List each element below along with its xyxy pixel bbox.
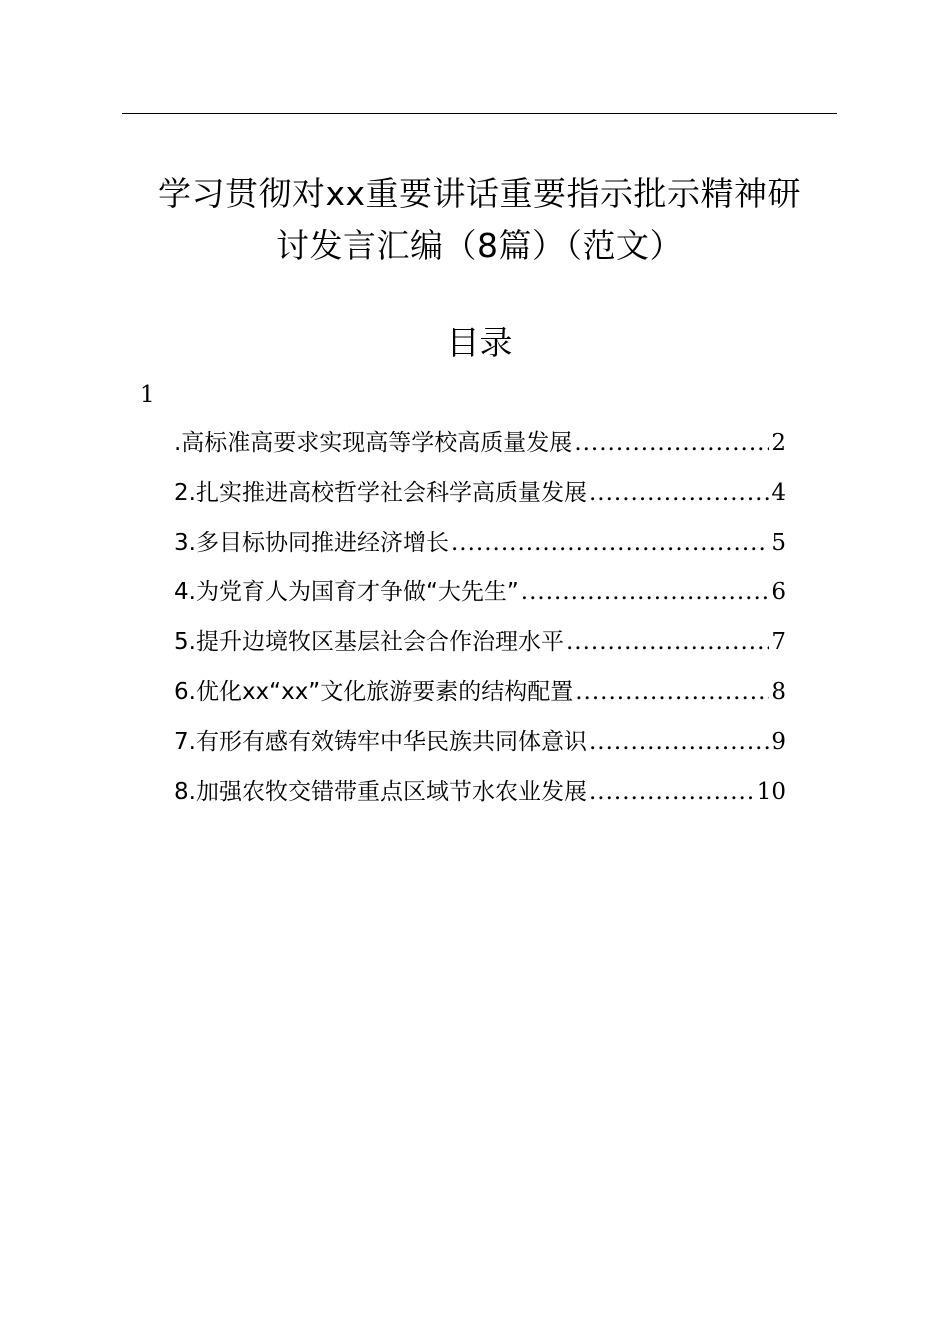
toc-entry-4[interactable] — [174, 572, 786, 622]
toc-entry-page: 6 — [771, 579, 786, 606]
toc-entry-8[interactable] — [174, 772, 786, 822]
toc-dot-leader — [451, 523, 769, 563]
toc-entry-title: 6.优化xx“xx”文化旅游要素的结构配置 — [174, 678, 574, 705]
toc-entry-6[interactable] — [174, 672, 786, 722]
toc-entry-7[interactable] — [174, 722, 786, 772]
document-title — [122, 168, 837, 272]
toc-dot-leader — [521, 572, 770, 612]
stray-number: 1 — [140, 382, 155, 408]
toc-entry-title: 3.多目标协同推进经济增长 — [174, 529, 449, 556]
toc-entry-title: 2.扎实推进高校哲学社会科学高质量发展 — [174, 479, 587, 506]
toc-dot-leader — [589, 473, 769, 513]
toc-entry-page: 8 — [771, 678, 786, 705]
document-title-line-2: 讨发言汇编（8篇）（范文） — [276, 226, 683, 265]
toc-entry-page: 9 — [771, 728, 786, 755]
toc-dot-leader — [589, 772, 755, 812]
toc-entry-page: 5 — [771, 529, 786, 556]
toc-entry-3[interactable] — [174, 523, 786, 573]
toc-dot-leader — [589, 722, 769, 762]
toc-entry-1[interactable] — [174, 423, 786, 473]
toc-entry-page: 4 — [771, 479, 786, 506]
header-rule — [122, 113, 837, 114]
toc-dot-leader — [566, 622, 769, 662]
toc-entry-title: 5.提升边境牧区基层社会合作治理水平 — [174, 629, 564, 656]
toc-entry-5[interactable] — [174, 622, 786, 672]
toc-entry-title: 7.有形有感有效铸牢中华民族共同体意识 — [174, 728, 587, 755]
toc-dot-leader — [574, 423, 769, 463]
toc-entry-title: 8.加强农牧交错带重点区域节水农业发展 — [174, 778, 587, 805]
toc-entry-2[interactable] — [174, 473, 786, 523]
toc-entry-page: 10 — [756, 778, 786, 805]
toc-entry-title: 4.为党育人为国育才争做“大先生” — [174, 579, 519, 606]
toc-entry-page: 2 — [771, 430, 786, 456]
table-of-contents — [174, 423, 786, 821]
toc-heading: 目录 — [446, 323, 513, 362]
toc-entry-title: .高标准高要求实现高等学校高质量发展 — [174, 430, 573, 456]
document-title-line-1: 学习贯彻对xx重要讲话重要指示批示精神研 — [157, 174, 802, 213]
toc-dot-leader — [575, 672, 769, 712]
toc-entry-page: 7 — [771, 629, 786, 656]
